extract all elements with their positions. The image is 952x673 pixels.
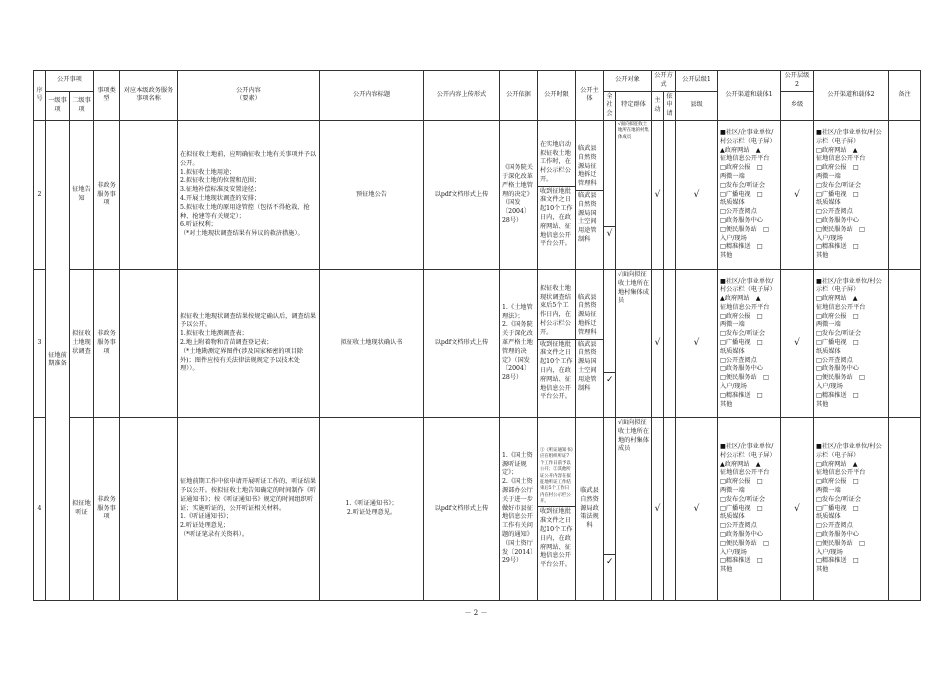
header-seq: 序号 [34,71,46,121]
row-target-specific: √面向拟征收土地所在地的村集体成员 [616,120,652,269]
header-content-label: 公开内容 [236,86,261,94]
row-level2-item: 征地告知 [70,120,94,269]
row-township: √ [781,417,814,600]
header-service-name: 对应本级政务服务事项名称 [120,71,178,121]
row-upload: 以pdf文档形式上传 [424,417,500,600]
target-all-a [604,148,615,226]
row-level1-item: 征地前期准备 [46,120,70,600]
row-township: √ [781,120,814,269]
header-level-township: 乡级 [781,91,814,120]
header-level1-item: 一级事项 [46,91,70,120]
row-request [664,269,676,417]
row-target-all [604,269,616,417]
header-level-county: 县级 [676,91,718,120]
row-content: 征地前期工作中依申请开展听证工作的，听证结果予以公开。按拟征收土地告知确定的时间制作《听证通知书》；按《听证通知书》规定的时间组织听证；实施听证的，公开听证相关材料。 1.《听证通知书》； 2.听证处理意见； （*听证笔录有关资料）。 [178,417,320,600]
row-county: √ [676,417,718,600]
header-method: 公开方式 [652,71,676,92]
row-channel2: ■社区/企事业单位/村公示栏（电子屏） □政府网站 ▲ 征地信息公开平台 □政府公报 □ 两微一端 □发布会/听证会 □广播电视 □ 纸质媒体 □公开查阅点 □政务服务中心 □便民服务站 □ 入户/现场 □精准推送 □ 其他 [814,417,889,600]
row-subject [576,269,604,417]
row-time-limit [538,120,576,269]
time-limit-village: 在实地启动拟征收土地工作时，在村公示栏公开。 [540,140,571,183]
disclosure-table [33,70,921,601]
header-time-limit: 公开时限 [538,71,576,121]
page-number: － 2 － [464,609,488,617]
header-upload: 公开内容上传形式 [424,71,500,121]
row-remark [889,269,921,417]
header-channel2: 公开渠道和载体2 [814,71,889,121]
header-basis: 公开依据 [500,71,538,121]
target-all-a [604,448,615,554]
header-target-all: 全社会 [604,91,616,120]
target-all-b: ✓ [604,372,615,388]
subject-a: 临武县自然资源局征地拆迁管理科 [578,145,597,188]
row-channel1: ■社区/企事业单位/村公示栏（电子屏） ▲政府网站 ▲ 征地信息公开平台 □政府公报 □ 两微一端 □发布会/听证会 □广播电视 □ 纸质媒体 □公开查阅点 □政务服务中心 □便民服务站 □ 入户/现场 □精准推送 □ 其他 [718,120,781,269]
row-basis: 1.《国土资源听证规定》； 2.《国土资源部办公厅关于进一步做好市县征地信息公开工作有关问题的通知》（国土资厅发〔2014〕29号） [500,417,538,600]
subject-b: 临武县自然资源局国土空间用途管制科 [576,190,603,246]
table-row [34,120,921,269]
row-time-limit [538,417,576,600]
row-target-all [604,120,616,269]
row-time-limit [538,269,576,417]
row-service-name [120,120,178,269]
header-channel1: 公开渠道和载体1 [718,71,781,121]
row-request [664,120,676,269]
row-active: √ [652,269,664,417]
row-subject: 临武县自然资源局政策法规科 [576,417,604,600]
header-level1: 公开层级1 [676,71,718,92]
row-target-specific: ✓面向拟征收土地所在地村集体成员 [616,269,652,417]
row-level2-item: 拟征收土地现状调查 [70,269,94,417]
time-limit-online: 收到征地批准文件之日起10个工作日内，在政府网站、征地信息公开平台公开。 [538,506,575,571]
row-remark [889,120,921,269]
subject-b: 临武县自然资源局国土空间用途管制科 [576,339,603,395]
header-method-request: 依申请 [664,91,676,120]
row-item-type: 非政务服务事项 [94,269,120,417]
row-basis: 1.《土地管理法》； 2.《国务院关于深化改革严格土地管理的决定》（国发〔2004〕28号） [500,269,538,417]
header-remark: 备注 [889,71,921,121]
header-content-sub: （要素） [236,95,261,103]
row-service-name [120,417,178,600]
table-row [34,417,921,600]
row-channel2: ■社区/企事业单位/村公示栏（电子屏） □政府网站 ▲ 征地信息公开平台 □政府公报 □ 两微一端 □发布会/听证会 □广播电视 □ 纸质媒体 □公开查阅点 □政务服务中心 □便民服务站 □ 入户/现场 □精准推送 □ 其他 [814,269,889,417]
row-active: √ [652,417,664,600]
row-county: √ [676,120,718,269]
time-limit-online: 收到征地批准文件之日起10个工作日内，在政府网站、征地信息公开平台公开。 [538,186,575,251]
row-request [664,417,676,600]
header-method-active: 主动 [652,91,664,120]
row-seq: 2 [34,120,46,269]
time-limit-village: 拟征收土地现状调查结束后5个工作日内，在村公示栏公开。 [540,284,571,336]
row-seq: 3 [34,269,46,417]
header-title: 公开内容标题 [320,71,424,121]
row-channel2: ■社区/企事业单位/村公示栏（电子屏） □政府网站 ▲ 征地信息公开平台 □政府公报 □ 两微一端 □发布会/听证会 □广播电视 □ 纸质媒体 □公开查阅点 □政务服务中心 □便民服务站 □ 入户/现场 □精准推送 □ 其他 [814,120,889,269]
row-channel1: ■社区/企事业单位/村公示栏（电子屏） ▲政府网站 ▲ 征地信息公开平台 □政府公报 □ 两微一端 □发布会/听证会 □广播电视 □ 纸质媒体 □公开查阅点 □政务服务中心 □便民服务站 □ 入户/现场 □精准推送 □ 其他 [718,417,781,600]
target-all-b: √ [604,226,615,242]
subject-a: 临武县自然资源局征地拆迁管理科 [578,293,597,336]
row-level2-item: 拟征地听证 [70,417,94,600]
time-limit-online: 收到征地批准文件之日起10个工作日内，在政府网站、征地信息公开平台公开。 [538,339,575,404]
header-target: 公开对象 [604,71,652,92]
row-county: √ [676,269,718,417]
target-all-a [604,300,615,372]
row-content: 拟征收土地现状调查结果按规定确认后，调查结果予以公开。 1.拟征收土地测调查表； 2.地上附着物和青苗调查登记表； （*土地勘测定界图件(涉及国家秘密的项目除外)；图件应按有关法律法规规定予以技术处理））。 [178,269,320,417]
row-service-name [120,269,178,417]
row-target-all [604,417,616,600]
header-content [178,71,320,121]
row-title: 1.《听证通知书》； 2.听证处理意见。 [320,417,424,600]
row-active: √ [652,120,664,269]
header-level2: 公开层级2 [781,71,814,92]
row-remark [889,417,921,600]
header-item-type: 事项类型 [94,71,120,121]
row-subject [576,120,604,269]
row-target-specific: √面向拟征收土地所在地的村集体成员 [616,417,652,600]
row-channel1: ■社区/企事业单位/村公示栏（电子屏） ▲政府网站 ▲ 征地信息公开平台 □政府公报 □ 两微一端 □发布会/听证会 □广播电视 □ 纸质媒体 □公开查阅点 □政务服务中心 □便民服务站 □ 入户/现场 □精准推送 □ 其他 [718,269,781,417]
row-upload: 以pdf文档形式上传 [424,269,500,417]
table-row [34,269,921,417]
target-all-b: ✓ [604,554,615,570]
header-public-items: 公开事项 [46,71,94,92]
row-title: 预征地公告 [320,120,424,269]
header-target-specific: 特定群体 [616,91,652,120]
row-basis: 《国务院关于深化改革严格土地管理的决定》（国发〔2004〕28号） [500,120,538,269]
header-subject: 公开主体 [576,71,604,121]
header-row-1 [34,71,921,92]
row-township: √ [781,269,814,417]
row-item-type: 非政务服务事项 [94,120,120,269]
header-level2-item: 二级事项 [70,91,94,120]
row-upload: 以pdf文档形式上传 [424,120,500,269]
row-title: 拟征收土地现状确认书 [320,269,424,417]
row-seq: 4 [34,417,46,600]
time-limit-village: ①《听证通知书》应在组织听证7个工作日前予以公开；②其他听证公开内容在拟征地听证工作结束后5个工作日内在村公示栏公开。 [540,448,573,504]
row-item-type: 非政务服务事项 [94,417,120,600]
row-content: 在拟征收土地前，应明确征收土地有关事项并予以公开。 1.拟征收土地用途； 2.拟征收土地的位置和范围； 3.征地补偿标准及安置途径； 4.开展土地现状调查的安排； 5.拟征收土地的原用途管控（包括不得抢栽、抢种、抢建等有关规定）； 6.听证权利； （*对土地现状调查结果有异议的救济措施）。 [178,120,320,269]
